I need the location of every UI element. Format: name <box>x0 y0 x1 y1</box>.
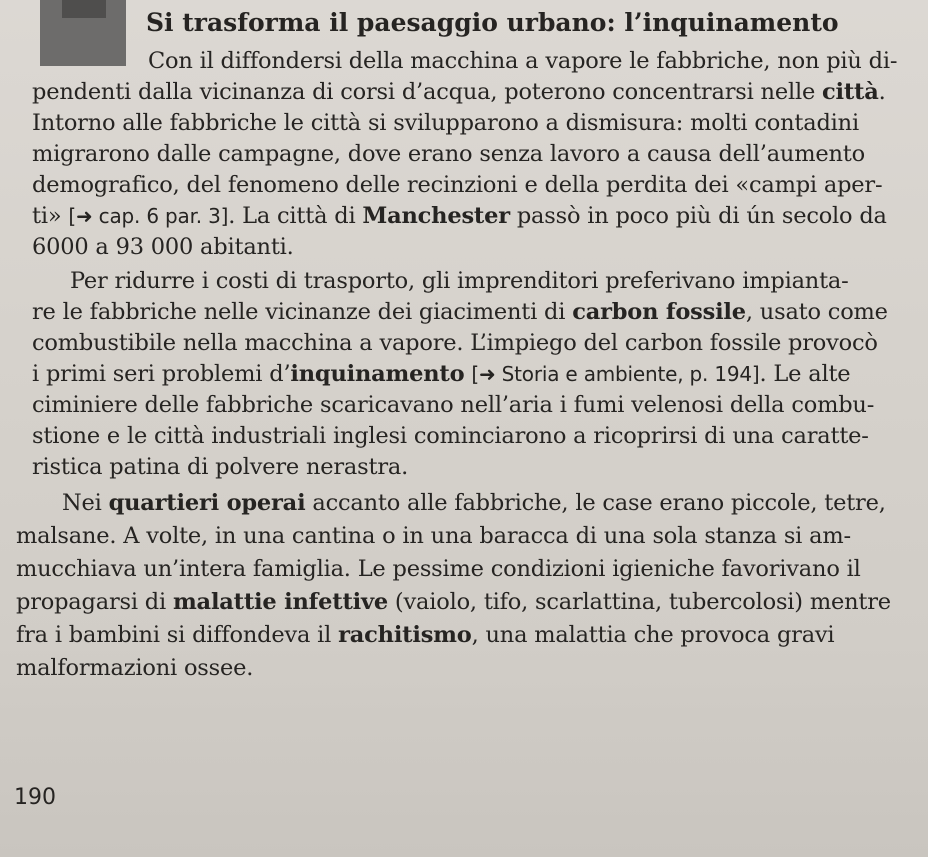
paragraph-1-line-5 <box>32 170 912 200</box>
text-run: Per ridurre i costi di trasporto, gli imprenditori preferivano impianta- <box>70 268 849 294</box>
text-run: mucchiava un’intera famiglia. Le pessime condizioni igieniche favorivano il <box>16 556 861 582</box>
cross-reference-link[interactable]: [➜ cap. 6 par. 3] <box>68 204 229 228</box>
paragraph-2-line-4 <box>32 359 912 389</box>
text-run: Nei <box>62 490 109 516</box>
text-run: , una malattia che provoca gravi <box>471 622 835 648</box>
text-run: i primi seri problemi d’ <box>32 361 291 387</box>
bold-term: inquinamento <box>290 361 465 387</box>
paragraph-3-line-4 <box>16 587 912 617</box>
text-run: , usato come <box>745 299 888 325</box>
text-run: Con il diffondersi della macchina a vapore le fabbriche, non più di- <box>148 48 898 74</box>
text-run: malformazioni ossee. <box>16 655 254 681</box>
text-run: malsane. A volte, in una cantina o in una baracca di una sola stanza si am- <box>16 523 851 549</box>
paragraph-2-line-1 <box>70 266 910 296</box>
text-run: . <box>878 79 886 105</box>
text-run: stione e le città industriali inglesi cominciarono a ricoprirsi di una caratte- <box>32 423 869 449</box>
text-run: re le fabbriche nelle vicinanze dei giacimenti di <box>32 299 573 325</box>
text-run: (vaiolo, tifo, scarlattina, tubercolosi) mentre <box>387 589 891 615</box>
page-number: 190 <box>14 785 56 810</box>
bold-term: Manchester <box>362 203 510 229</box>
text-run: propagarsi di <box>16 589 173 615</box>
paragraph-3-line-2 <box>16 521 912 551</box>
paragraph-3-line-3 <box>16 554 912 584</box>
text-run: demografico, del fenomeno delle recinzioni e della perdita dei «campi aper- <box>32 172 883 198</box>
paragraph-2-line-2 <box>32 297 912 327</box>
text-run: Intorno alle fabbriche le città si svilupparono a dismisura: molti contadini <box>32 110 859 136</box>
paragraph-1-line-4 <box>32 139 912 169</box>
text-run: pendenti dalla vicinanza di corsi d’acqua, poterono concentrarsi nelle <box>32 79 823 105</box>
text-run: fra i bambini si diffondeva il <box>16 622 339 648</box>
paragraph-3-line-6 <box>16 653 912 683</box>
paragraph-1-line-2 <box>32 77 912 107</box>
text-run: combustibile nella macchina a vapore. L’impiego del carbon fossile provocò <box>32 330 878 356</box>
text-run: 6000 a 93 000 abitanti. <box>32 234 294 260</box>
bold-term: quartieri operai <box>108 490 306 516</box>
paragraph-3-line-1 <box>62 488 912 518</box>
text-run: migrarono dalle campagne, dove erano senza lavoro a causa dell’aumento <box>32 141 865 167</box>
bold-term: malattie infettive <box>172 589 388 615</box>
section-heading: Si trasforma il paesaggio urbano: l’inquinamento <box>146 8 839 37</box>
text-run: . La città di <box>228 203 363 229</box>
bold-term: carbon fossile <box>572 299 746 325</box>
text-run: ciminiere delle fabbriche scaricavano nell’aria i fumi velenosi della combu- <box>32 392 875 418</box>
paragraph-3-line-5 <box>16 620 912 650</box>
corner-decoration-tab <box>62 0 106 18</box>
paragraph-1-line-3 <box>32 108 912 138</box>
paragraph-1-line-6 <box>32 201 912 231</box>
text-run: accanto alle fabbriche, le case erano piccole, tetre, <box>305 490 886 516</box>
paragraph-2-line-6 <box>32 421 912 451</box>
paragraph-2-line-5 <box>32 390 912 420</box>
paragraph-1-line-7 <box>32 232 912 262</box>
bold-term: città <box>822 79 879 105</box>
cross-reference-link[interactable]: [➜ Storia e ambiente, p. 194] <box>471 362 760 386</box>
paragraph-1-line-1 <box>148 46 908 76</box>
paragraph-2-line-7 <box>32 452 912 482</box>
bold-term: rachitismo <box>338 622 472 648</box>
text-run: . Le alte <box>759 361 851 387</box>
text-run: passò in poco più di ún secolo da <box>509 203 887 229</box>
paragraph-2-line-3 <box>32 328 912 358</box>
text-run: ti» <box>32 203 69 229</box>
text-run: ristica patina di polvere nerastra. <box>32 454 409 480</box>
